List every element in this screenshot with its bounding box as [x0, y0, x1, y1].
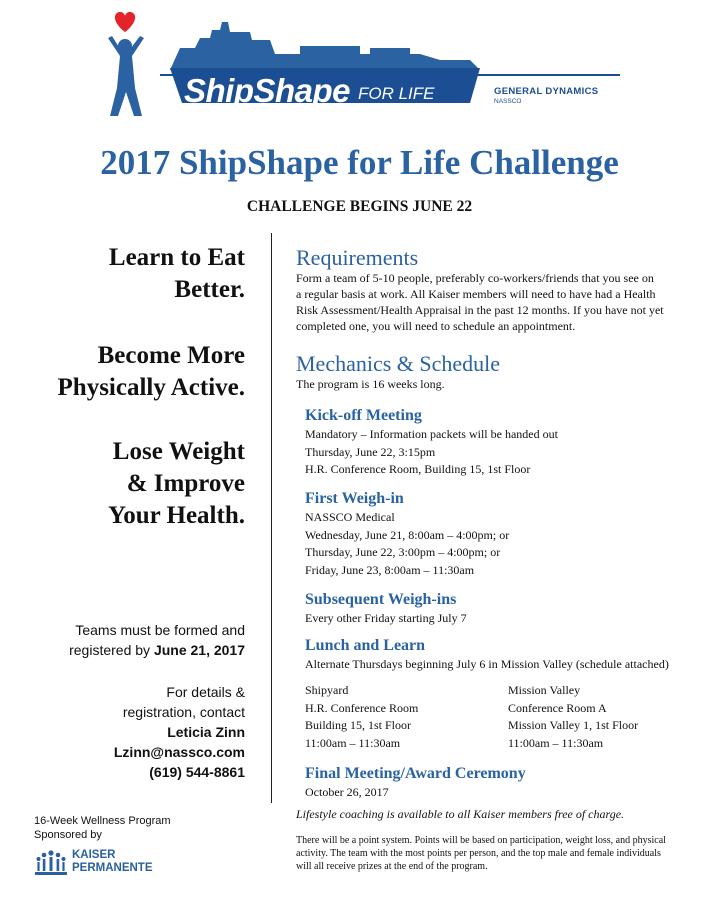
first-weighin-details [305, 509, 509, 579]
kaiser-name: KAISER [72, 849, 116, 861]
kaiser-logo-text [72, 849, 153, 875]
subsequent-heading: Subsequent Weigh-ins [305, 591, 457, 608]
permanente-name: PERMANENTE [72, 862, 153, 874]
lunch-intro: Alternate Thursdays beginning July 6 in Mission Valley (schedule attached) [305, 657, 669, 671]
slogan-line: Become More [97, 342, 245, 369]
mechanics-section [296, 352, 696, 392]
points-line: activity. The team with the most points per person, and the top male and female individuals [296, 848, 661, 859]
mission-valley-line: Mission Valley 1, 1st Floor [508, 718, 639, 732]
coaching-note: Lifestyle coaching is available to all Kaiser members free of charge. [296, 807, 625, 821]
slogan-weight [108, 436, 245, 532]
column-divider [271, 233, 272, 803]
shipshape-logo [100, 8, 620, 118]
shipyard-line: 11:00am – 11:30am [305, 735, 401, 750]
kaiser-logo-icon [34, 847, 68, 877]
mission-valley-line: 11:00am – 11:30am [508, 735, 604, 750]
shipyard-line: Building 15, 1st Floor [305, 718, 412, 732]
requirements-text [296, 270, 696, 334]
weighin-line: Wednesday, June 21, 8:00am – 4:00pm; or [305, 527, 510, 542]
requirements-line: Risk Assessment/Health Appraisal in the past 12 months. If you have not yet [296, 303, 664, 317]
weighin-line: Friday, June 23, 8:00am – 11:30am [305, 562, 475, 577]
kickoff-line: Mandatory – Information packets will be handed out [305, 427, 558, 441]
company-name: GENERAL DYNAMICS [494, 86, 599, 97]
final-details [305, 784, 389, 802]
slogan-line: & Improve [126, 470, 245, 497]
lunch-heading: Lunch and Learn [305, 637, 426, 654]
slogan-line: Learn to Eat [108, 244, 245, 271]
slogan-line: Physically Active. [57, 374, 245, 401]
mission-valley-line: Mission Valley [508, 683, 581, 697]
logo-name: ShipShape [184, 72, 351, 109]
mechanics-heading: Mechanics & Schedule [296, 351, 501, 376]
deadline-line: registered by June 21, 2017 [69, 642, 245, 658]
requirements-heading: Requirements [296, 245, 419, 270]
shipyard-line: Shipyard [305, 683, 349, 697]
lunch-shipyard [305, 682, 418, 752]
sponsor-line: 16-Week Wellness Program [34, 815, 171, 827]
challenge-start: CHALLENGE BEGINS JUNE 22 [246, 198, 473, 215]
kickoff-line: H.R. Conference Room, Building 15, 1st Floor [305, 462, 531, 476]
sponsor-text [34, 814, 171, 842]
slogan-line: Lose Weight [112, 438, 245, 465]
contact-email-link[interactable]: Lzinn@nassco.com [113, 744, 245, 760]
points-note [296, 834, 696, 873]
kickoff-heading: Kick-off Meeting [305, 407, 422, 424]
contact-name: Leticia Zinn [167, 724, 245, 740]
lunch-mission-valley [508, 682, 638, 752]
contact-info [114, 682, 245, 782]
logo-tagline: FOR LIFE [358, 84, 435, 103]
final-line: October 26, 2017 [305, 785, 389, 799]
slogan-line: Better. [174, 276, 245, 303]
first-weighin-heading: First Weigh-in [305, 490, 404, 507]
contact-phone: (619) 544-8861 [149, 764, 245, 780]
heart-icon [115, 12, 135, 32]
kickoff-line: Thursday, June 22, 3:15pm [305, 444, 436, 459]
slogan-line: Your Health. [107, 502, 245, 529]
points-line: will all receive prizes at the end of the program. [296, 861, 488, 872]
page-title: 2017 ShipShape for Life Challenge [100, 143, 619, 182]
requirements-line: completed one, you will need to schedule an appointment. [296, 319, 576, 333]
team-deadline [69, 620, 245, 660]
kickoff-details [305, 426, 558, 479]
final-heading: Final Meeting/Award Ceremony [305, 765, 526, 782]
deadline-line: Teams must be formed and [75, 622, 245, 638]
requirements-line: Form a team of 5-10 people, preferably co-workers/friends that you see on [296, 271, 654, 285]
requirements-line: a regular basis at work. All Kaiser members will need to have had a Health [296, 287, 656, 301]
division-name: NASSCO [494, 98, 522, 105]
requirements-section [296, 246, 696, 334]
deadline-date: June 21, 2017 [153, 642, 245, 658]
mechanics-intro: The program is 16 weeks long. [296, 377, 445, 391]
details-line: For details & [166, 684, 245, 700]
shipyard-line: H.R. Conference Room [305, 700, 419, 715]
points-line: There will be a point system. Points will be based on participation, weight loss, and physical [296, 835, 666, 846]
slogan-eat [109, 242, 245, 306]
subsequent-details [305, 610, 467, 628]
weighin-line: NASSCO Medical [305, 510, 395, 524]
mission-valley-line: Conference Room A [508, 700, 607, 715]
slogan-active [58, 340, 245, 404]
sponsor-line: Sponsored by [34, 829, 102, 841]
subsequent-line: Every other Friday starting July 7 [305, 611, 467, 625]
weighin-line: Thursday, June 22, 3:00pm – 4:00pm; or [305, 545, 501, 559]
details-line: registration, contact [122, 704, 245, 720]
